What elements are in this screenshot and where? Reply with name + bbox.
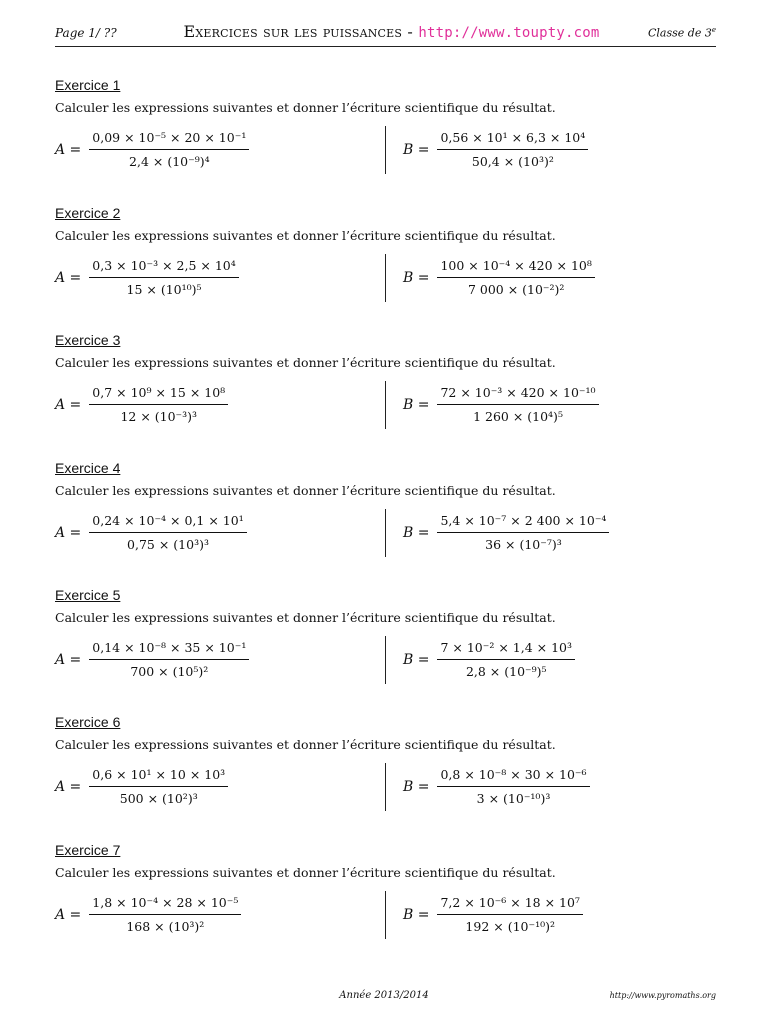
- column-separator: [385, 254, 386, 302]
- exercise-title: Exercice 7: [55, 842, 121, 858]
- fraction-b: [437, 767, 589, 808]
- exercise-title: Exercice 4: [55, 460, 121, 476]
- fraction-a-denominator: 12 × (10⁻³)³: [120, 408, 198, 424]
- exercise-instruction: Calculer les expressions suivantes et donner l’écriture scientifique du résultat.: [55, 865, 556, 880]
- fraction-a: [89, 130, 249, 171]
- fraction-a-numerator: 0,3 × 10⁻³ × 2,5 × 10⁴: [89, 258, 238, 278]
- fraction-b-denominator: 192 × (10⁻¹⁰)²: [465, 918, 555, 934]
- column-separator: [385, 126, 386, 174]
- exercise-4: [55, 459, 715, 565]
- fraction-a-denominator: 2,4 × (10⁻⁹)⁴: [129, 153, 210, 169]
- expression-row: [55, 634, 715, 692]
- exercise-3: [55, 331, 715, 437]
- fraction-b: [437, 385, 598, 426]
- exercise-instruction: Calculer les expressions suivantes et donner l’écriture scientifique du résultat.: [55, 355, 556, 370]
- expression-a: [55, 252, 239, 304]
- fraction-b-denominator: 36 × (10⁻⁷)³: [485, 536, 562, 552]
- column-separator: [385, 763, 386, 811]
- expression-b-label: B =: [403, 907, 430, 923]
- footer-year: Année 2013/2014: [339, 990, 429, 1001]
- expression-a-label: A =: [55, 270, 82, 286]
- fraction-b: [437, 258, 594, 299]
- fraction-b-denominator: 50,4 × (10³)²: [471, 153, 554, 169]
- fraction-b-numerator: 7 × 10⁻² × 1,4 × 10³: [437, 640, 575, 660]
- expression-b-label: B =: [403, 779, 430, 795]
- exercise-title: Exercice 5: [55, 587, 121, 603]
- exercise-instruction: Calculer les expressions suivantes et donner l’écriture scientifique du résultat.: [55, 483, 556, 498]
- exercise-instruction: Calculer les expressions suivantes et donner l’écriture scientifique du résultat.: [55, 737, 556, 752]
- fraction-b: [437, 895, 582, 936]
- exercise-title: Exercice 3: [55, 332, 121, 348]
- page-number: Page 1/ ??: [55, 26, 117, 40]
- exercise-instruction: Calculer les expressions suivantes et donner l’écriture scientifique du résultat.: [55, 228, 556, 243]
- expression-a: [55, 379, 228, 431]
- exercise-2: [55, 204, 715, 310]
- fraction-a-numerator: 0,6 × 10¹ × 10 × 10³: [89, 767, 228, 787]
- fraction-b-numerator: 100 × 10⁻⁴ × 420 × 10⁸: [437, 258, 594, 278]
- fraction-b-denominator: 7 000 × (10⁻²)²: [467, 281, 565, 297]
- expression-a-label: A =: [55, 397, 82, 413]
- fraction-b-denominator: 3 × (10⁻¹⁰)³: [476, 790, 551, 806]
- fraction-a: [89, 640, 249, 681]
- exercise-title: Exercice 2: [55, 205, 121, 221]
- class-level-sup: e: [711, 26, 716, 35]
- column-separator: [385, 891, 386, 939]
- fraction-a: [89, 513, 246, 554]
- expression-a: [55, 634, 249, 686]
- fraction-b-numerator: 5,4 × 10⁻⁷ × 2 400 × 10⁻⁴: [437, 513, 609, 533]
- fraction-b-numerator: 0,8 × 10⁻⁸ × 30 × 10⁻⁶: [437, 767, 589, 787]
- fraction-a-numerator: 0,09 × 10⁻⁵ × 20 × 10⁻¹: [89, 130, 249, 150]
- fraction-a-numerator: 1,8 × 10⁻⁴ × 28 × 10⁻⁵: [89, 895, 241, 915]
- fraction-b-denominator: 1 260 × (10⁴)⁵: [473, 408, 563, 424]
- fraction-b: [437, 130, 588, 171]
- fraction-a-denominator: 0,75 × (10³)³: [127, 536, 209, 552]
- expression-a: [55, 889, 241, 941]
- fraction-a-numerator: 0,7 × 10⁹ × 15 × 10⁸: [89, 385, 228, 405]
- expression-b: [403, 252, 595, 304]
- fraction-a-denominator: 700 × (10⁵)²: [130, 663, 209, 679]
- fraction-a: [89, 385, 228, 426]
- expression-b-label: B =: [403, 142, 430, 158]
- expression-a-label: A =: [55, 907, 82, 923]
- expression-a-label: A =: [55, 525, 82, 541]
- column-separator: [385, 381, 386, 429]
- expression-b-label: B =: [403, 525, 430, 541]
- expression-a: [55, 124, 249, 176]
- exercise-5: [55, 586, 715, 692]
- fraction-a-denominator: 500 × (10²)³: [119, 790, 198, 806]
- fraction-b: [437, 640, 575, 681]
- expression-row: [55, 379, 715, 437]
- expression-a-label: A =: [55, 142, 82, 158]
- expression-b: [403, 634, 575, 686]
- fraction-a: [89, 767, 228, 808]
- fraction-a-numerator: 0,24 × 10⁻⁴ × 0,1 × 10¹: [89, 513, 246, 533]
- expression-row: [55, 124, 715, 182]
- expression-row: [55, 761, 715, 819]
- class-level: Classe de 3: [648, 27, 712, 40]
- expression-row: [55, 252, 715, 310]
- page-header: [55, 22, 716, 47]
- exercise-instruction: Calculer les expressions suivantes et donner l’écriture scientifique du résultat.: [55, 610, 556, 625]
- exercise-instruction: Calculer les expressions suivantes et donner l’écriture scientifique du résultat.: [55, 100, 556, 115]
- expression-b-label: B =: [403, 397, 430, 413]
- fraction-b: [437, 513, 609, 554]
- exercise-title: Exercice 6: [55, 714, 121, 730]
- fraction-a: [89, 895, 241, 936]
- exercise-6: [55, 713, 715, 819]
- exercise-1: [55, 76, 715, 182]
- fraction-a-denominator: 168 × (10³)²: [126, 918, 205, 934]
- expression-b: [403, 507, 609, 559]
- header-title-block: [183, 22, 599, 41]
- exercise-title: Exercice 1: [55, 77, 121, 93]
- expression-row: [55, 889, 715, 947]
- fraction-a-numerator: 0,14 × 10⁻⁸ × 35 × 10⁻¹: [89, 640, 249, 660]
- class-label: [648, 26, 716, 40]
- expression-a-label: A =: [55, 652, 82, 668]
- fraction-a: [89, 258, 238, 299]
- expression-b: [403, 124, 588, 176]
- fraction-b-numerator: 0,56 × 10¹ × 6,3 × 10⁴: [437, 130, 588, 150]
- footer-url-link[interactable]: http://www.pyromaths.org: [609, 991, 716, 1000]
- expression-a-label: A =: [55, 779, 82, 795]
- column-separator: [385, 509, 386, 557]
- expression-row: [55, 507, 715, 565]
- fraction-b-numerator: 72 × 10⁻³ × 420 × 10⁻¹⁰: [437, 385, 598, 405]
- fraction-b-numerator: 7,2 × 10⁻⁶ × 18 × 10⁷: [437, 895, 582, 915]
- fraction-b-denominator: 2,8 × (10⁻⁹)⁵: [465, 663, 547, 679]
- header-url-link[interactable]: http://www.toupty.com: [418, 25, 600, 41]
- page-title: Exercices sur les puissances -: [183, 22, 419, 41]
- column-separator: [385, 636, 386, 684]
- expression-b: [403, 761, 590, 813]
- exercise-7: [55, 841, 715, 947]
- expression-a: [55, 507, 247, 559]
- expression-b-label: B =: [403, 652, 430, 668]
- expression-a: [55, 761, 228, 813]
- expression-b: [403, 379, 599, 431]
- expression-b: [403, 889, 583, 941]
- expression-b-label: B =: [403, 270, 430, 286]
- fraction-a-denominator: 15 × (10¹⁰)⁵: [126, 281, 202, 297]
